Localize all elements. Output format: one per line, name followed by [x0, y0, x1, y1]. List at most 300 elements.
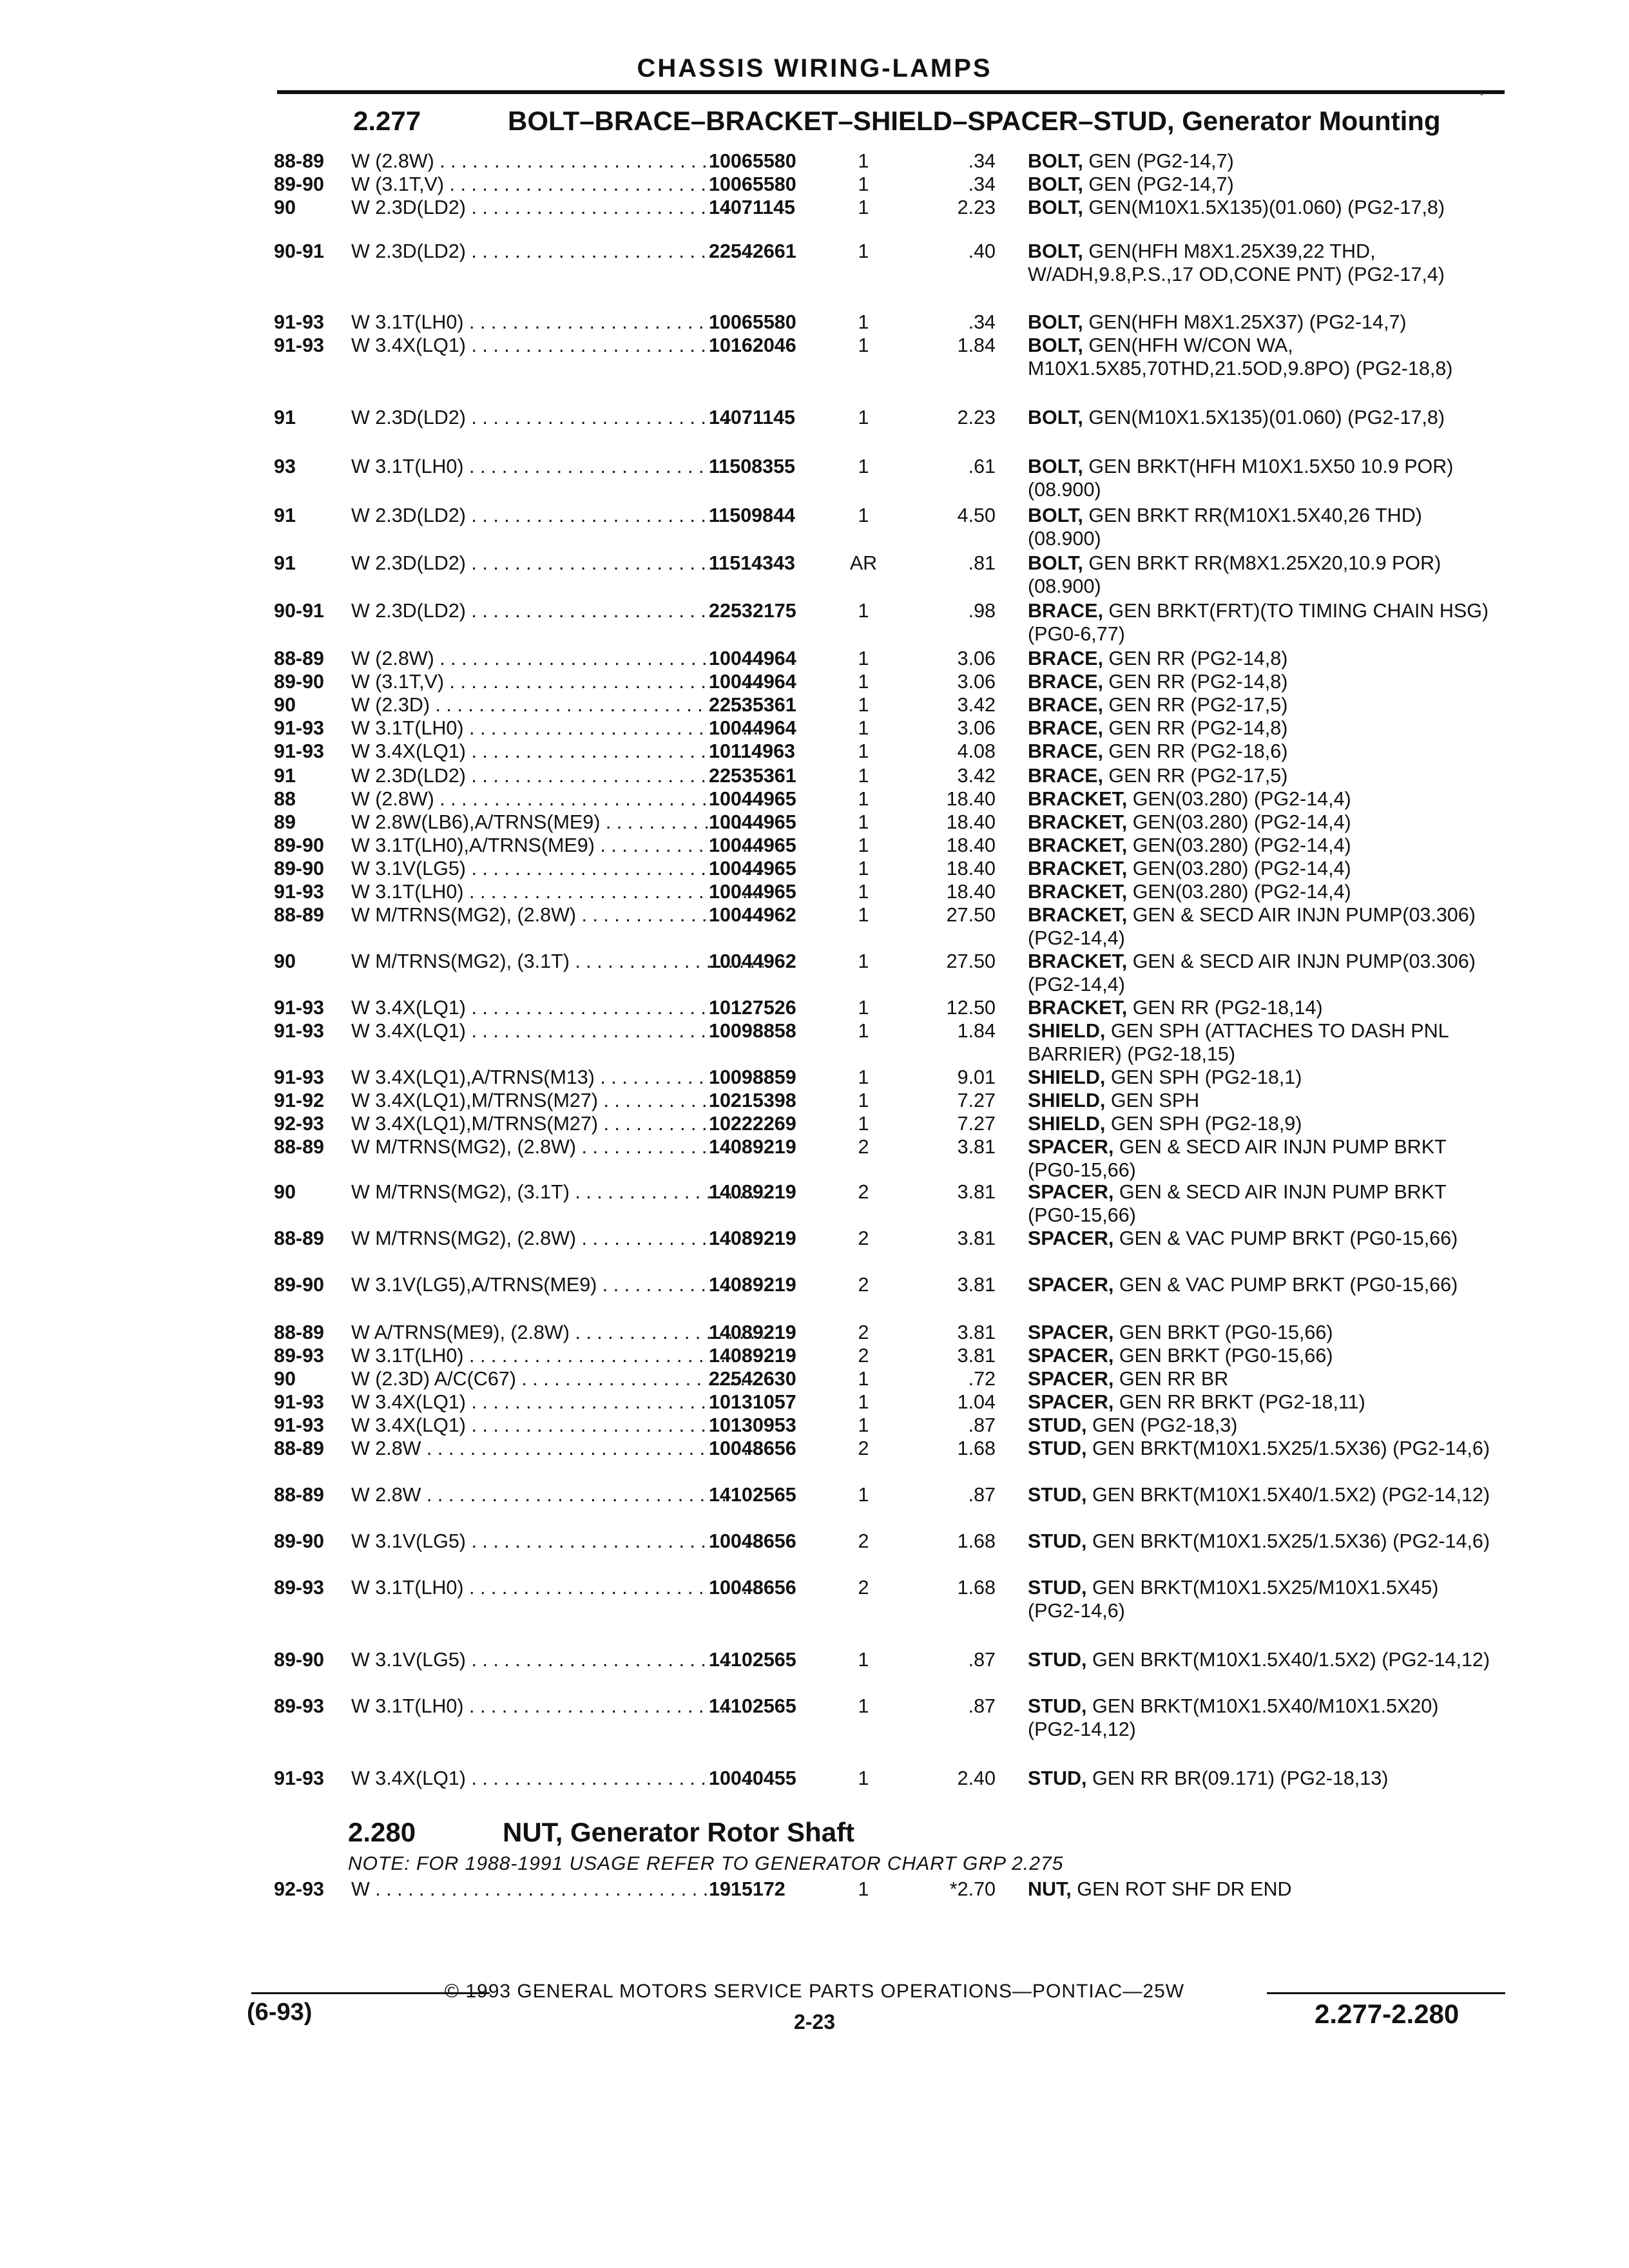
description-text: GEN BRKT (PG0-15,66) — [1119, 1321, 1333, 1343]
model-years: 90 — [274, 950, 296, 972]
application: W 2.3D(LD2) . . . — [351, 552, 764, 575]
price: 3.81 — [957, 1181, 996, 1203]
part-type: BRACKET, — [1028, 834, 1128, 856]
quantity: 1 — [858, 881, 869, 903]
part-type: STUD, — [1028, 1530, 1087, 1552]
model-years: 89-90 — [274, 1649, 325, 1671]
quantity: AR — [849, 552, 878, 574]
part-number: 14089219 — [709, 1227, 796, 1249]
price: 1.68 — [957, 1530, 996, 1552]
price: 27.50 — [946, 904, 996, 926]
description — [1028, 240, 1495, 286]
model-years: 90-91 — [274, 600, 325, 622]
model-years: 91-93 — [274, 740, 325, 762]
part-type: BRACKET, — [1028, 997, 1128, 1019]
part-type: SPACER, — [1028, 1274, 1114, 1296]
part-type: STUD, — [1028, 1437, 1087, 1459]
part-type: BRACE, — [1028, 740, 1103, 762]
part-number: 14089219 — [709, 1136, 796, 1158]
part-type: STUD, — [1028, 1577, 1087, 1599]
model-years: 89-93 — [274, 1345, 325, 1367]
application: W 3.4X(LQ1) . . . — [351, 1414, 764, 1437]
price: .87 — [968, 1649, 996, 1671]
model-years: 90-91 — [274, 240, 325, 262]
price: 7.27 — [957, 1113, 996, 1135]
quantity: 1 — [858, 811, 869, 833]
scan-speck: . — [1479, 79, 1485, 100]
model-years: 91-93 — [274, 881, 325, 903]
model-years: 92-93 — [274, 1878, 325, 1900]
price: 1.84 — [957, 1020, 996, 1042]
description-text: GEN(HFH M8X1.25X39,22 THD, W/ADH,9.8,P.S.,17 OD,CONE PNT) (PG2-17,4) — [1028, 240, 1445, 285]
price: .72 — [968, 1368, 996, 1390]
model-years: 91-93 — [274, 717, 325, 739]
model-years: 91 — [274, 765, 296, 787]
price: .34 — [968, 173, 996, 195]
part-type: SPACER, — [1028, 1136, 1114, 1158]
quantity: 1 — [858, 765, 869, 787]
description-text: GEN RR BRKT (PG2-18,11) — [1119, 1391, 1365, 1413]
model-years: 89-90 — [274, 173, 325, 195]
price: 2.40 — [957, 1767, 996, 1789]
model-years: 89-90 — [274, 834, 325, 856]
section-title: BOLT–BRACE–BRACKET–SHIELD–SPACER–STUD, Generator Mounting — [508, 106, 1441, 136]
description — [1028, 1344, 1495, 1367]
quantity: 1 — [858, 1878, 869, 1900]
part-number: 10114963 — [709, 740, 796, 762]
price: 1.04 — [957, 1391, 996, 1413]
description-text: GEN(03.280) (PG2-14,4) — [1132, 811, 1351, 833]
description — [1028, 647, 1495, 670]
price: 3.06 — [957, 717, 996, 739]
description-text: GEN BRKT RR(M8X1.25X20,10.9 POR)(08.900) — [1028, 552, 1441, 597]
model-years: 91-93 — [274, 1066, 325, 1088]
description — [1028, 1414, 1495, 1437]
application: W 3.4X(LQ1) . . . — [351, 334, 764, 357]
quantity: 1 — [858, 788, 869, 810]
description — [1028, 455, 1495, 501]
description-text: GEN RR BR(09.171) (PG2-18,13) — [1092, 1767, 1389, 1789]
part-type: SPACER, — [1028, 1227, 1114, 1249]
model-years: 91-93 — [274, 311, 325, 333]
description — [1028, 716, 1495, 740]
quantity: 1 — [858, 456, 869, 477]
description-text: GEN ROT SHF DR END — [1077, 1878, 1292, 1900]
model-years: 90 — [274, 197, 296, 218]
application: W 3.4X(LQ1),A/TRNS(M13) . . . — [351, 1066, 764, 1089]
description-text: GEN (PG2-14,7) — [1088, 173, 1234, 195]
description-text: GEN BRKT(M10X1.5X25/M10X1.5X45) (PG2-14,6) — [1028, 1577, 1439, 1622]
application: W . . . — [351, 1878, 764, 1901]
model-years: 89-93 — [274, 1577, 325, 1599]
quantity: 2 — [858, 1345, 869, 1367]
quantity: 1 — [858, 197, 869, 218]
description — [1028, 1367, 1495, 1390]
application: W 3.1T(LH0) . . . — [351, 311, 764, 334]
part-number: 10044965 — [709, 834, 796, 856]
model-years: 91-93 — [274, 1020, 325, 1042]
part-number: 10044962 — [709, 904, 796, 926]
part-number: 14102565 — [709, 1695, 796, 1717]
application: W M/TRNS(MG2), (2.8W) . . . — [351, 903, 764, 927]
application: W 2.8W . . . — [351, 1483, 764, 1506]
application: W A/TRNS(ME9), (2.8W) . . . — [351, 1321, 764, 1344]
section-number: 2.280 — [348, 1817, 416, 1847]
price: 18.40 — [946, 811, 996, 833]
model-years: 89-90 — [274, 1274, 325, 1296]
part-type: SPACER, — [1028, 1345, 1114, 1367]
model-years: 91-93 — [274, 334, 325, 356]
price: 2.23 — [957, 197, 996, 218]
description — [1028, 149, 1495, 173]
model-years: 89-90 — [274, 671, 325, 693]
application: W M/TRNS(MG2), (3.1T) . . . — [351, 950, 764, 973]
quantity: 1 — [858, 1368, 869, 1390]
quantity: 1 — [858, 717, 869, 739]
description — [1028, 1390, 1495, 1414]
model-years: 88-89 — [274, 1227, 325, 1249]
part-type: BRACKET, — [1028, 811, 1128, 833]
price: 3.81 — [957, 1321, 996, 1343]
description-text: GEN RR (PG2-14,8) — [1108, 671, 1288, 693]
price: 27.50 — [946, 950, 996, 972]
application: W 2.3D(LD2) . . . — [351, 504, 764, 527]
part-type: BRACKET, — [1028, 858, 1128, 879]
application: W 2.3D(LD2) . . . — [351, 196, 764, 219]
description-text: GEN(HFH W/CON WA, M10X1.5X85,70THD,21.5OD,9.8PO) (PG2-18,8) — [1028, 334, 1453, 380]
header-rule — [277, 90, 1505, 94]
application: W (2.8W) . . . — [351, 787, 764, 811]
model-years: 88-89 — [274, 1136, 325, 1158]
model-years: 91-93 — [274, 1391, 325, 1413]
description — [1028, 406, 1495, 429]
price: 18.40 — [946, 858, 996, 879]
quantity: 1 — [858, 1414, 869, 1436]
description — [1028, 693, 1495, 716]
application: W (3.1T,V) . . . — [351, 670, 764, 693]
part-number: 10098859 — [709, 1066, 796, 1088]
part-type: BRACKET, — [1028, 950, 1128, 972]
quantity: 1 — [858, 1695, 869, 1717]
description-text: GEN RR (PG2-18,14) — [1132, 997, 1323, 1019]
part-type: SHIELD, — [1028, 1020, 1106, 1042]
part-number: 14089219 — [709, 1274, 796, 1296]
quantity: 1 — [858, 505, 869, 526]
application: W 2.3D(LD2) . . . — [351, 406, 764, 429]
description — [1028, 1089, 1495, 1112]
part-number: 14089219 — [709, 1181, 796, 1203]
application: W M/TRNS(MG2), (3.1T) . . . — [351, 1180, 764, 1204]
quantity: 2 — [858, 1227, 869, 1249]
description — [1028, 1066, 1495, 1089]
description — [1028, 1227, 1495, 1250]
part-number: 10048656 — [709, 1577, 796, 1599]
quantity: 1 — [858, 173, 869, 195]
application: W 3.1T(LH0) . . . — [351, 1576, 764, 1599]
description-text: GEN(03.280) (PG2-14,4) — [1132, 788, 1351, 810]
description — [1028, 670, 1495, 693]
part-type: NUT, — [1028, 1878, 1072, 1900]
application: W 3.4X(LQ1) . . . — [351, 740, 764, 763]
group-range: 2.277-2.280 — [1315, 1999, 1460, 2029]
description — [1028, 950, 1495, 996]
part-number: 14102565 — [709, 1649, 796, 1671]
description-text: GEN(03.280) (PG2-14,4) — [1132, 834, 1351, 856]
description-text: GEN & VAC PUMP BRKT (PG0-15,66) — [1119, 1274, 1458, 1296]
description-text: GEN BRKT(M10X1.5X40/1.5X2) (PG2-14,12) — [1092, 1484, 1490, 1506]
application: W 3.1V(LG5) . . . — [351, 1648, 764, 1671]
description-text: GEN RR (PG2-17,5) — [1108, 694, 1288, 716]
part-type: BRACKET, — [1028, 904, 1128, 926]
description-text: GEN RR (PG2-17,5) — [1108, 765, 1288, 787]
part-type: SPACER, — [1028, 1321, 1114, 1343]
quantity: 1 — [858, 648, 869, 669]
application: W 2.8W(LB6),A/TRNS(ME9) . . . — [351, 811, 764, 834]
quantity: 2 — [858, 1274, 869, 1296]
price: 12.50 — [946, 997, 996, 1019]
description — [1028, 1135, 1495, 1182]
part-type: SHIELD, — [1028, 1090, 1106, 1111]
price: .34 — [968, 311, 996, 333]
part-number: 10215398 — [709, 1090, 796, 1111]
part-type: BOLT, — [1028, 456, 1083, 477]
part-type: BRACE, — [1028, 717, 1103, 739]
part-number: 10130953 — [709, 1414, 796, 1436]
quantity: 1 — [858, 950, 869, 972]
description — [1028, 504, 1495, 550]
price: .81 — [968, 552, 996, 574]
model-years: 88-89 — [274, 648, 325, 669]
application: W 3.1V(LG5) . . . — [351, 1530, 764, 1553]
date-code: (6-93) — [247, 1999, 313, 2026]
application: W 3.1T(LH0) . . . — [351, 1344, 764, 1367]
quantity: 1 — [858, 904, 869, 926]
description-text: GEN SPH (PG2-18,1) — [1110, 1066, 1302, 1088]
description-text: GEN(M10X1.5X135)(01.060) (PG2-17,8) — [1088, 197, 1445, 218]
model-years: 89-90 — [274, 858, 325, 879]
part-number: 11508355 — [709, 456, 796, 477]
section-note: NOTE: FOR 1988-1991 USAGE REFER TO GENERATOR CHART GRP 2.275 — [348, 1853, 1064, 1874]
model-years: 89-93 — [274, 1695, 325, 1717]
quantity: 1 — [858, 1484, 869, 1506]
model-years: 91 — [274, 505, 296, 526]
description-text: GEN SPH (ATTACHES TO DASH PNL BARRIER) (PG2-18,15) — [1028, 1020, 1449, 1065]
quantity: 2 — [858, 1577, 869, 1599]
description-text: GEN & SECD AIR INJN PUMP(03.306) (PG2-14,4) — [1028, 950, 1476, 995]
application: W 3.1T(LH0) . . . — [351, 880, 764, 903]
part-number: 10044965 — [709, 788, 796, 810]
model-years: 91-93 — [274, 997, 325, 1019]
part-type: BOLT, — [1028, 334, 1083, 356]
part-type: BOLT, — [1028, 173, 1083, 195]
description-text: GEN BRKT(M10X1.5X40/M10X1.5X20) (PG2-14,12) — [1028, 1695, 1439, 1740]
description — [1028, 1112, 1495, 1135]
price: 3.81 — [957, 1136, 996, 1158]
part-type: STUD, — [1028, 1484, 1087, 1506]
price: 3.06 — [957, 648, 996, 669]
price: 18.40 — [946, 881, 996, 903]
application: W 3.4X(LQ1) . . . — [351, 1767, 764, 1790]
description — [1028, 996, 1495, 1019]
quantity: 1 — [858, 334, 869, 356]
quantity: 2 — [858, 1136, 869, 1158]
description-text: GEN(HFH M8X1.25X37) (PG2-14,7) — [1088, 311, 1407, 333]
part-number: 14071145 — [709, 197, 796, 218]
price: .98 — [968, 600, 996, 622]
description — [1028, 857, 1495, 880]
part-number: 10048656 — [709, 1437, 796, 1459]
description — [1028, 552, 1495, 598]
application: W M/TRNS(MG2), (2.8W) . . . — [351, 1227, 764, 1250]
quantity: 2 — [858, 1321, 869, 1343]
part-number: 22535361 — [709, 765, 796, 787]
model-years: 91 — [274, 407, 296, 428]
quantity: 2 — [858, 1530, 869, 1552]
model-years: 92-93 — [274, 1113, 325, 1135]
quantity: 1 — [858, 240, 869, 262]
application: W 2.3D(LD2) . . . — [351, 240, 764, 263]
part-type: BRACE, — [1028, 648, 1103, 669]
application: W 3.4X(LQ1) . . . — [351, 1019, 764, 1043]
application: W M/TRNS(MG2), (2.8W) . . . — [351, 1135, 764, 1158]
description — [1028, 599, 1495, 646]
description-text: GEN BRKT (PG0-15,66) — [1119, 1345, 1333, 1367]
part-number: 14071145 — [709, 407, 796, 428]
price: 18.40 — [946, 834, 996, 856]
model-years: 90 — [274, 1181, 296, 1203]
quantity: 1 — [858, 1020, 869, 1042]
quantity: 1 — [858, 740, 869, 762]
part-number: 22542630 — [709, 1368, 796, 1390]
description — [1028, 1273, 1495, 1296]
model-years: 91-93 — [274, 1767, 325, 1789]
section-number: 2.277 — [353, 106, 421, 136]
application: W (2.3D) . . . — [351, 693, 764, 716]
description-text: GEN & SECD AIR INJN PUMP BRKT (PG0-15,66) — [1028, 1136, 1447, 1181]
description — [1028, 811, 1495, 834]
part-number: 10065580 — [709, 173, 796, 195]
description — [1028, 834, 1495, 857]
price: 3.06 — [957, 671, 996, 693]
model-years: 91 — [274, 552, 296, 574]
quantity: 1 — [858, 600, 869, 622]
price: .40 — [968, 240, 996, 262]
model-years: 88 — [274, 788, 296, 810]
description — [1028, 740, 1495, 763]
price: .87 — [968, 1414, 996, 1436]
application: W 3.4X(LQ1) . . . — [351, 1390, 764, 1414]
price: 3.42 — [957, 765, 996, 787]
page-number: 2-23 — [793, 2010, 836, 2033]
description — [1028, 1767, 1495, 1790]
description — [1028, 1695, 1495, 1741]
description — [1028, 1321, 1495, 1344]
price: .87 — [968, 1484, 996, 1506]
description — [1028, 173, 1495, 196]
part-number: 11509844 — [709, 505, 796, 526]
quantity: 1 — [858, 1649, 869, 1671]
part-type: SPACER, — [1028, 1391, 1114, 1413]
part-type: BOLT, — [1028, 240, 1083, 262]
application: W 3.4X(LQ1),M/TRNS(M27) . . . — [351, 1112, 764, 1135]
description — [1028, 764, 1495, 787]
quantity: 1 — [858, 407, 869, 428]
part-type: BOLT, — [1028, 552, 1083, 574]
part-number: 10065580 — [709, 311, 796, 333]
description-text: GEN RR (PG2-14,8) — [1108, 648, 1288, 669]
description-text: GEN (PG2-18,3) — [1092, 1414, 1238, 1436]
application: W (2.3D) A/C(C67) . . . — [351, 1367, 764, 1390]
part-type: BRACKET, — [1028, 788, 1128, 810]
part-type: BRACKET, — [1028, 881, 1128, 903]
application: W (2.8W) . . . — [351, 149, 764, 173]
quantity: 1 — [858, 997, 869, 1019]
model-years: 93 — [274, 456, 296, 477]
part-type: BOLT, — [1028, 311, 1083, 333]
part-number: 10044964 — [709, 717, 796, 739]
description-text: GEN SPH — [1110, 1090, 1200, 1111]
price: 7.27 — [957, 1090, 996, 1111]
price: 2.23 — [957, 407, 996, 428]
description — [1028, 1648, 1495, 1671]
application: W 2.3D(LD2) . . . — [351, 764, 764, 787]
description — [1028, 311, 1495, 334]
quantity: 1 — [858, 834, 869, 856]
application: W 3.4X(LQ1),M/TRNS(M27) . . . — [351, 1089, 764, 1112]
part-number: 10044964 — [709, 671, 796, 693]
application: W 3.1T(LH0) . . . — [351, 1695, 764, 1718]
price: 1.68 — [957, 1437, 996, 1459]
quantity: 1 — [858, 150, 869, 172]
price: 1.84 — [957, 334, 996, 356]
part-type: SPACER, — [1028, 1181, 1114, 1203]
application: W (2.8W) . . . — [351, 647, 764, 670]
description — [1028, 880, 1495, 903]
quantity: 1 — [858, 1066, 869, 1088]
description-text: GEN & SECD AIR INJN PUMP BRKT (PG0-15,66) — [1028, 1181, 1447, 1226]
copyright-line: © 1993 GENERAL MOTORS SERVICE PARTS OPERATIONS—PONTIAC—25W — [444, 1981, 1185, 2002]
part-number: 22542661 — [709, 240, 796, 262]
part-type: BOLT, — [1028, 197, 1083, 218]
part-number: 10044962 — [709, 950, 796, 972]
description — [1028, 196, 1495, 219]
description — [1028, 1576, 1495, 1622]
part-number: 22532175 — [709, 600, 796, 622]
description — [1028, 1483, 1495, 1506]
quantity: 1 — [858, 311, 869, 333]
description-text: GEN BRKT(M10X1.5X25/1.5X36) (PG2-14,6) — [1092, 1530, 1490, 1552]
model-years: 91-92 — [274, 1090, 325, 1111]
application: W (3.1T,V) . . . — [351, 173, 764, 196]
part-type: SHIELD, — [1028, 1113, 1106, 1135]
part-number: 11514343 — [709, 552, 796, 574]
part-number: 10044965 — [709, 881, 796, 903]
description — [1028, 334, 1495, 380]
description — [1028, 1878, 1495, 1901]
description-text: GEN & SECD AIR INJN PUMP(03.306) (PG2-14,4) — [1028, 904, 1476, 949]
description — [1028, 1019, 1495, 1066]
quantity: 1 — [858, 1767, 869, 1789]
part-number: 14102565 — [709, 1484, 796, 1506]
price: .61 — [968, 456, 996, 477]
price: .87 — [968, 1695, 996, 1717]
part-number: 10162046 — [709, 334, 796, 356]
part-number: 1915172 — [709, 1878, 786, 1900]
part-number: 22535361 — [709, 694, 796, 716]
part-type: SPACER, — [1028, 1368, 1114, 1390]
price: *2.70 — [949, 1878, 996, 1900]
part-number: 10044965 — [709, 811, 796, 833]
